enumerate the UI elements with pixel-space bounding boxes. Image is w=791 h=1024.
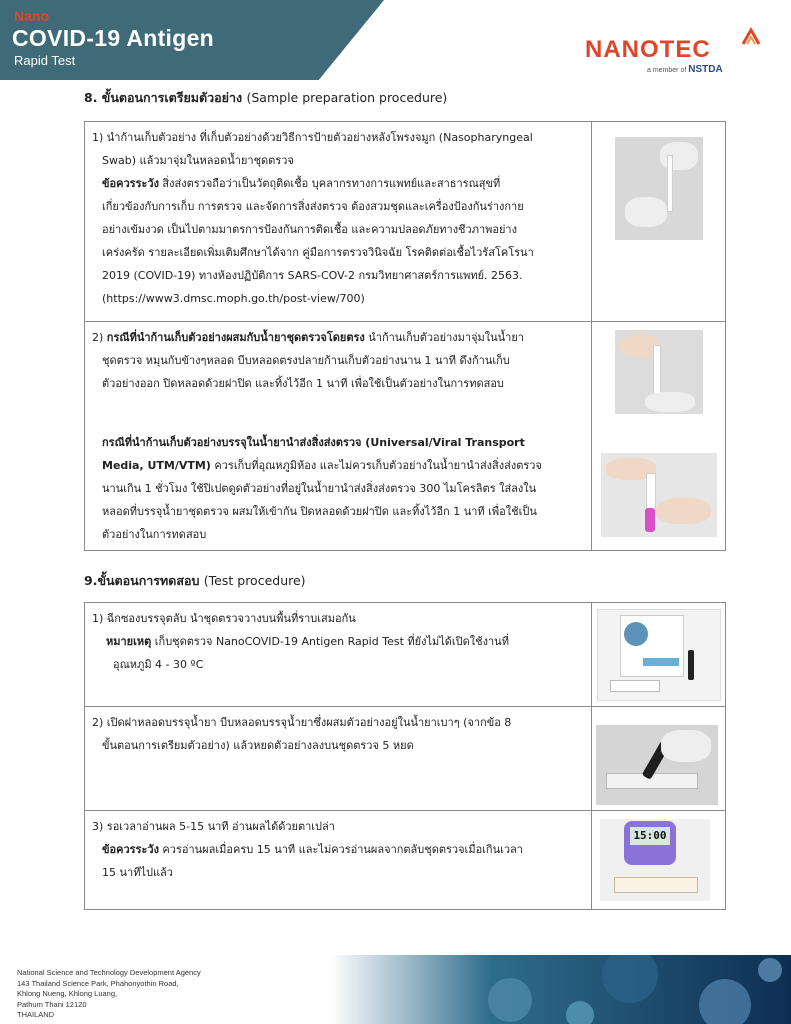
logo-tagline: a member of NSTDA <box>647 64 723 75</box>
step-text: ขั้นตอนการเตรียมตัวอย่าง) แล้วหยดตัวอย่างลงบนชุดตรวจ 5 หยด <box>102 739 414 752</box>
caution-url: (https://www3.dmsc.moph.go.th/post-view/700) <box>102 292 365 305</box>
caution-text: อย่างเข้มงวด เป็นไปตามมาตรการป้องกันการติดเชื้อ และความปลอดภัยทางชีวภาพอย่าง <box>102 223 517 236</box>
virus-art-icon <box>330 955 791 1024</box>
swab-photo-icon <box>615 137 703 240</box>
spacer <box>92 395 585 431</box>
caution-text: 2019 (COVID-19) ทางห้องปฏิบัติการ SARS-COV-2 กรมวิทยาศาสตร์การแพทย์. 2563. <box>102 269 523 282</box>
step-text: 3) รอเวลาอ่านผล 5-15 นาที อ่านผลได้ด้วยตาเปล่า <box>92 820 335 833</box>
step-text: Swab) แล้วมาจุ่มในหลอดน้ำยาชุดตรวจ <box>102 154 294 167</box>
section8-title: 8. ขั้นตอนการเตรียมตัวอย่าง (Sample preparation procedure) <box>84 90 448 105</box>
sample-prep-table <box>84 121 726 551</box>
note-text: อุณหภูมิ 4 - 30 ºC <box>113 658 204 671</box>
caution-text: 15 นาทีไปแล้ว <box>102 866 173 879</box>
step-text: 1) นำก้านเก็บตัวอย่าง ที่เก็บตัวอย่างด้วยวิธีการป้ายตัวอย่างหลังโพรงจมูก (Nasopharyngeal <box>92 131 533 144</box>
test-step-1-row <box>85 603 726 707</box>
tube-photo-icon <box>615 330 703 414</box>
caution: ข้อควรระวัง สิ่งส่งตรวจถือว่าเป็นวัตถุติดเชื้อ บุคลากรทางการแพทย์และสาธารณสุขที่ <box>102 177 501 190</box>
test-step-3-row <box>85 811 726 910</box>
timer-photo-icon <box>600 819 710 901</box>
sample-step-2-image-cell <box>592 322 726 551</box>
test-step-3-text <box>85 811 592 910</box>
footer-line: 143 Thailand Science Park, Phahonyothin Road, <box>17 978 179 988</box>
sample-step-2-text <box>85 322 592 551</box>
step-text: 2) เปิดฝาหลอดบรรจุน้ำยา บีบหลอดบรรจุน้ำยาซึ่งผสมตัวอย่างอยู่ในน้ำยาเบาๆ (จากข้อ 8 <box>92 716 512 729</box>
utm-heading: กรณีที่นำก้านเก็บตัวอย่างบรรจุในน้ำยานำส่งสิ่งส่งตรวจ (Universal/Viral Transport <box>102 436 525 449</box>
footer-line: National Science and Technology Development Agency <box>17 968 201 977</box>
test-step-3-image-cell <box>592 811 726 910</box>
footer-line: Khlong Nueng, Khlong Luang, <box>17 989 118 998</box>
section9-title: 9.ขั้นตอนการทดสอบ (Test procedure) <box>84 573 306 588</box>
utm-text: ตัวอย่างในการทดสอบ <box>102 528 207 541</box>
header-title: COVID-19 Antigen <box>12 25 215 51</box>
step-text: ชุดตรวจ หมุนกับข้างๆหลอด บีบหลอดตรงปลายก้านเก็บตัวอย่างนาน 1 นาที ดึงก้านเก็บ <box>102 354 510 367</box>
utm-photo-icon <box>601 453 717 537</box>
dropper-photo-icon <box>596 725 718 805</box>
test-step-1-image-cell <box>592 603 726 707</box>
test-procedure-table <box>84 602 726 910</box>
nanotec-logo-mark-icon <box>740 26 762 48</box>
test-step-2-image-cell <box>592 707 726 811</box>
test-step-2-text <box>85 707 592 811</box>
footer-line: THAILAND <box>17 1010 55 1019</box>
step-text: 1) ฉีกซองบรรจุตลับ นำชุดตรวจวางบนพื้นที่ราบเสมอกัน <box>92 612 356 625</box>
timer-display: 15:00 <box>630 827 670 845</box>
header-subtitle: Rapid Test <box>14 53 76 68</box>
sample-step-1-text <box>85 122 592 322</box>
step-text: 2) กรณีที่นำก้านเก็บตัวอย่างผสมกับน้ำยาชุดตรวจโดยตรง นำก้านเก็บตัวอย่างมาจุ่มในน้ำยา <box>92 331 524 344</box>
logo-name: NANOTEC <box>585 36 711 63</box>
test-step-1-text <box>85 603 592 707</box>
sample-step-1-row <box>85 122 726 322</box>
step-text: ตัวอย่างออก ปิดหลอดด้วยฝาปิด และทิ้งไว้อีก 1 นาที เพื่อใช้เป็นตัวอย่างในการทดสอบ <box>102 377 504 390</box>
caution-text: เคร่งครัด รายละเอียดเพิ่มเติมศึกษาได้จาก คู่มือการตรวจวินิจฉัย โรคติดต่อเชื้อไวรัสโคโรนา <box>102 246 534 259</box>
caution-text: เกี่ยวข้องกับการเก็บ การตรวจ และจัดการสิ่งส่งตรวจ ต้องสวมชุดและเครื่องป้องกันร่างกาย <box>102 200 524 213</box>
caution: ข้อควรระวัง ควรอ่านผลเมื่อครบ 15 นาที และไม่ควรอ่านผลจากตลับชุดตรวจเมื่อเกินเวลา <box>102 843 523 856</box>
utm-text: หลอดที่บรรจุน้ำยาชุดตรวจ ผสมให้เข้ากัน ปิดหลอดด้วยฝาปิด และทิ้งไว้อีก 1 นาที เพื่อใช้เป็น <box>102 505 537 518</box>
footer-address <box>17 968 201 1021</box>
kit-box-photo-icon <box>597 609 721 701</box>
utm-text: นานเกิน 1 ชั่วโมง ใช้ปิเปตดูดตัวอย่างที่อยู่ในน้ำยานำส่งสิ่งส่งตรวจ 300 ไมโครลิตร ใส่ลงใน <box>102 482 537 495</box>
nanotec-logo <box>585 32 770 77</box>
brand-small: Nano <box>14 8 49 24</box>
sample-step-2-row <box>85 322 726 551</box>
footer-line: Pathum Thani 12120 <box>17 999 87 1009</box>
note: หมายเหตุ เก็บชุดตรวจ NanoCOVID-19 Antigen Rapid Test ที่ยังไม่ได้เปิดใช้งานที่ <box>106 635 509 648</box>
utm-text: Media, UTM/VTM) ควรเก็บที่อุณหภูมิห้อง และไม่ควรเก็บตัวอย่างในน้ำยานำส่งสิ่งส่งตรวจ <box>102 459 542 472</box>
sample-step-1-image-cell <box>592 122 726 322</box>
test-step-2-row <box>85 707 726 811</box>
